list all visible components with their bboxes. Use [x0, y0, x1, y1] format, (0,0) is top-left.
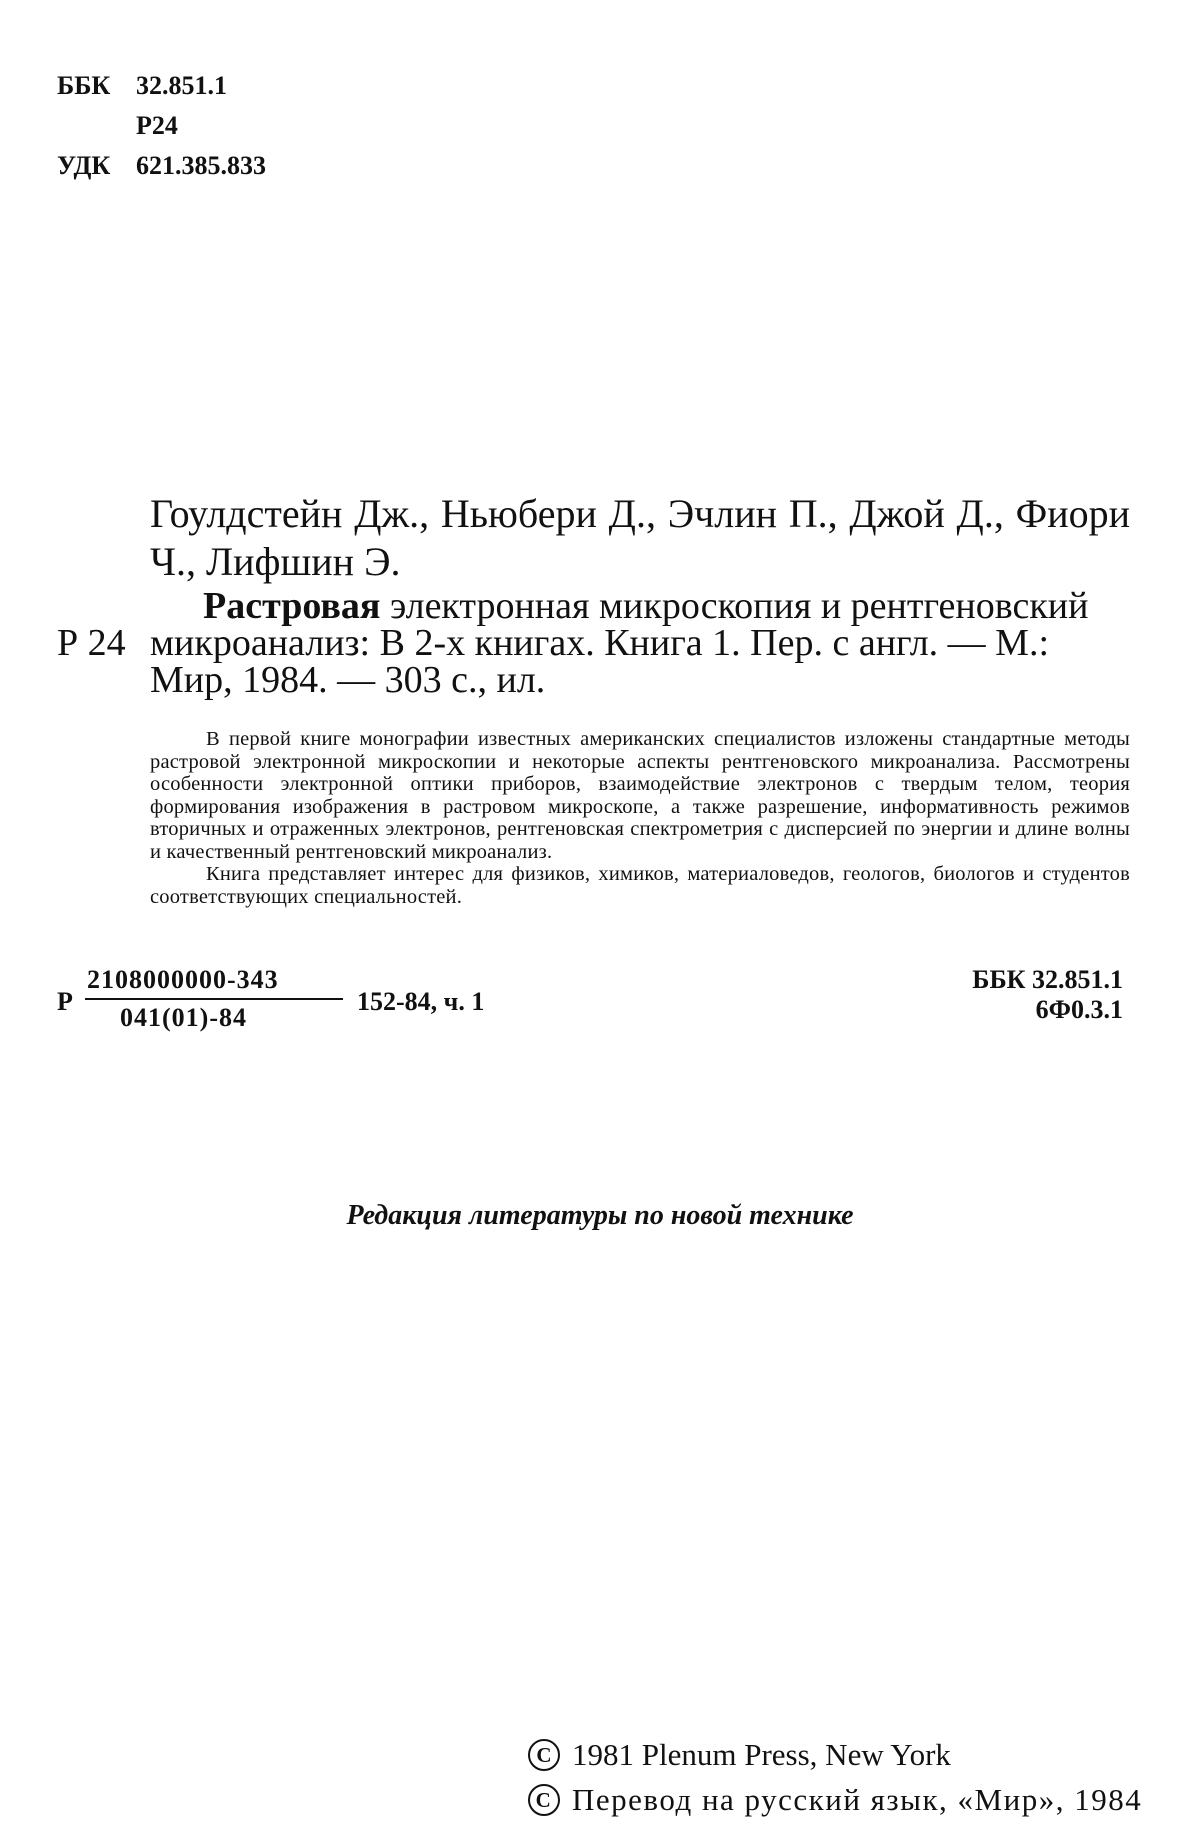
copyright-block: [528, 1732, 1142, 1822]
index-code-suffix: 152-84, ч. 1: [357, 987, 485, 1016]
annotation-paragraph-1: В первой книге монографии известных американских специалистов изложены стандартные методы растровой электронной микроскопии и некоторые аспекты рентгеновского микроанализа. Рассмотрены особенности электронной оптики приборов, взаимодействие электронов с твердым телом, теория формирования изображения в растровом микроскопе, а также разрешение, информативность режимов вторичных и отраженных электронов, рентгеновская спектрометрия с дисперсией по энергии и длине волны и качественный рентгеновский микроанализ.: [150, 728, 1130, 863]
book-author-mark: Р 24: [57, 622, 126, 664]
udk-code: 621.385.833: [136, 151, 266, 180]
copyright-icon: C: [528, 1739, 560, 1771]
authors: Гоулдстейн Дж., Ньюбери Д., Эчлин П., Джой Д., Фиори Ч., Лифшин Э.: [150, 491, 1130, 584]
annotation-paragraph-2: Книга представляет интерес для физиков, химиков, материаловедов, геологов, биологов и студентов соответствующих специальностей.: [150, 863, 1130, 908]
book-title-block: [150, 585, 1130, 701]
fraction-line: [85, 998, 343, 1000]
copyright-text-1: 1981 Plenum Press, New York: [572, 1737, 951, 1772]
bbk-footer-line-1: ББК 32.851.1: [972, 965, 1123, 994]
copyright-line-1: [528, 1732, 1142, 1777]
copyright-line-2: [528, 1777, 1142, 1822]
copyright-icon: C: [528, 1784, 560, 1816]
bbk-code: 32.851.1: [136, 71, 227, 100]
bbk-row: [57, 66, 266, 106]
annotation: [150, 728, 1130, 908]
index-code-denominator: 041(01)-84: [120, 1003, 247, 1032]
udk-row: [57, 146, 266, 186]
copyright-text-2: Перевод на русский язык, «Мир», 1984: [572, 1782, 1143, 1817]
classification-block: [57, 66, 266, 186]
author-mark-row: [57, 106, 266, 146]
bbk-label: ББК: [57, 71, 111, 100]
index-code-letter: Р: [57, 987, 73, 1016]
editorial-line: Редакция литературы по новой технике: [346, 1200, 854, 1231]
bbk-footer-line-2: 6Ф0.3.1: [1035, 995, 1123, 1024]
author-mark: Р24: [136, 111, 178, 140]
bbk-footer: [972, 965, 1123, 1025]
udk-label: УДК: [57, 151, 111, 180]
book-title-bold: Растровая: [203, 585, 381, 627]
book-title-rest: электронная микроскопия и рентгеновский микроанализ: В 2-х книгах. Книга 1. Пер. с англ. — М.: Мир, 1984. — 303 с., ил.: [150, 585, 1089, 701]
index-code-numerator: 2108000000-343: [87, 965, 279, 994]
